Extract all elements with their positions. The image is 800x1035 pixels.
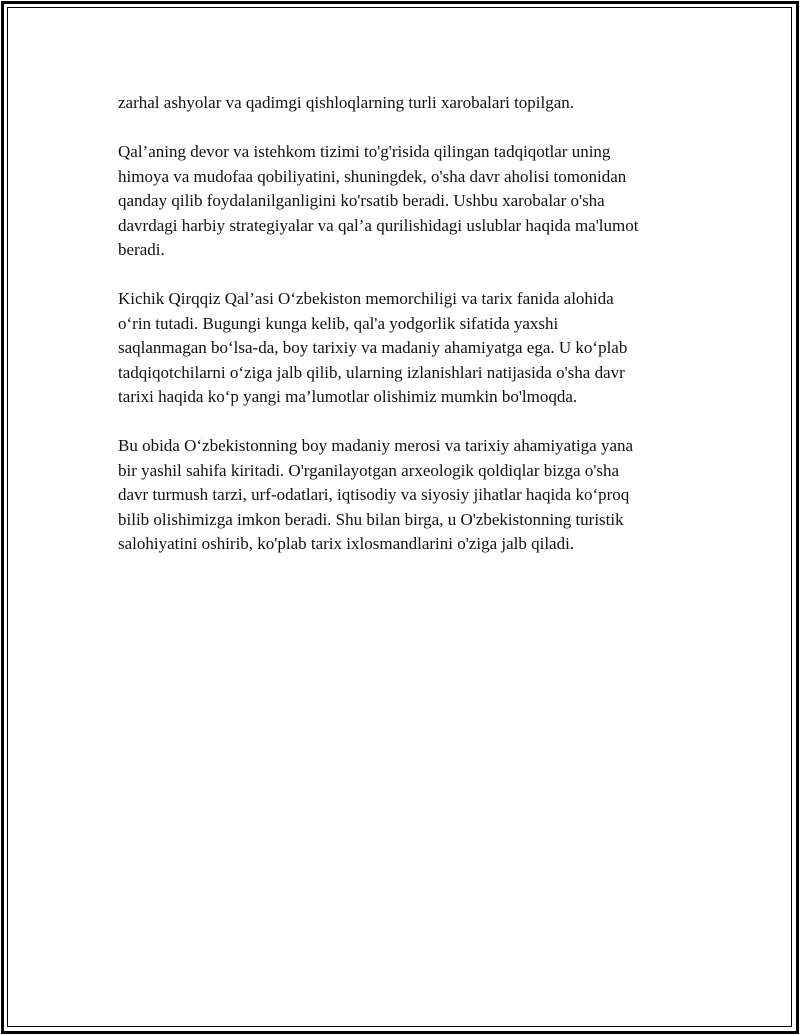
paragraph-line: himoya va mudofaa qobiliyatini, shuningdek, o'sha davr aholisi tomonidan [118,166,627,186]
document-body [118,91,698,581]
paragraph-line: salohiyatini oshirib, ko'plab tarix ixlosmandlarini o'ziga jalb qiladi. [118,534,575,553]
paragraph-4 [118,434,698,557]
paragraph-line: zarhal ashyolar va qadimgi qishloqlarning turli xarobalari topilgan. [118,93,575,112]
paragraph-1 [118,91,698,116]
paragraph-2 [118,140,698,263]
paragraph-line: Kichik Qirqqiz Qal’asi O‘zbekiston memorchiligi va tarix fanida alohida [118,289,614,308]
paragraph-line: beradi. [118,240,165,259]
paragraph-line: saqlanmagan bo‘lsa-da, boy tarixiy va madaniy ahamiyatga ega. U ko‘plab [118,338,628,357]
paragraph-line: bilib olishimizga imkon beradi. Shu bilan birga, u O'zbekistonning turistik [118,509,624,529]
paragraph-line: Qal’aning devor va istehkom tizimi to'g'risida qilingan tadqiqotlar uning [118,142,611,161]
paragraph-line: bir yashil sahifa kiritadi. O'rganilayotgan arxeologik qoldiqlar bizga o'sha [118,460,620,480]
paragraph-line: qanday qilib foydalanilganligini ko'rsatib beradi. Ushbu xarobalar o'sha [118,191,605,210]
paragraph-line: o‘rin tutadi. Bugungi kunga kelib, qal'a yodgorlik sifatida yaxshi [118,313,559,333]
paragraph-line: tadqiqotchilarni o‘ziga jalb qilib, ularning izlanishlari natijasida o'sha davr [118,362,625,382]
paragraph-line: Bu obida O‘zbekistonning boy madaniy merosi va tarixiy ahamiyatiga yana [118,436,634,455]
paragraph-line: davrdagi harbiy strategiyalar va qal’a qurilishidagi uslublar haqida ma'lumot [118,215,639,235]
paragraph-line: davr turmush tarzi, urf-odatlari, iqtisodiy va siyosiy jihatlar haqida ko‘proq [118,485,630,504]
paragraph-line: tarixi haqida ko‘p yangi ma’lumotlar olishimiz mumkin bo'lmoqda. [118,387,578,406]
paragraph-3 [118,287,698,410]
